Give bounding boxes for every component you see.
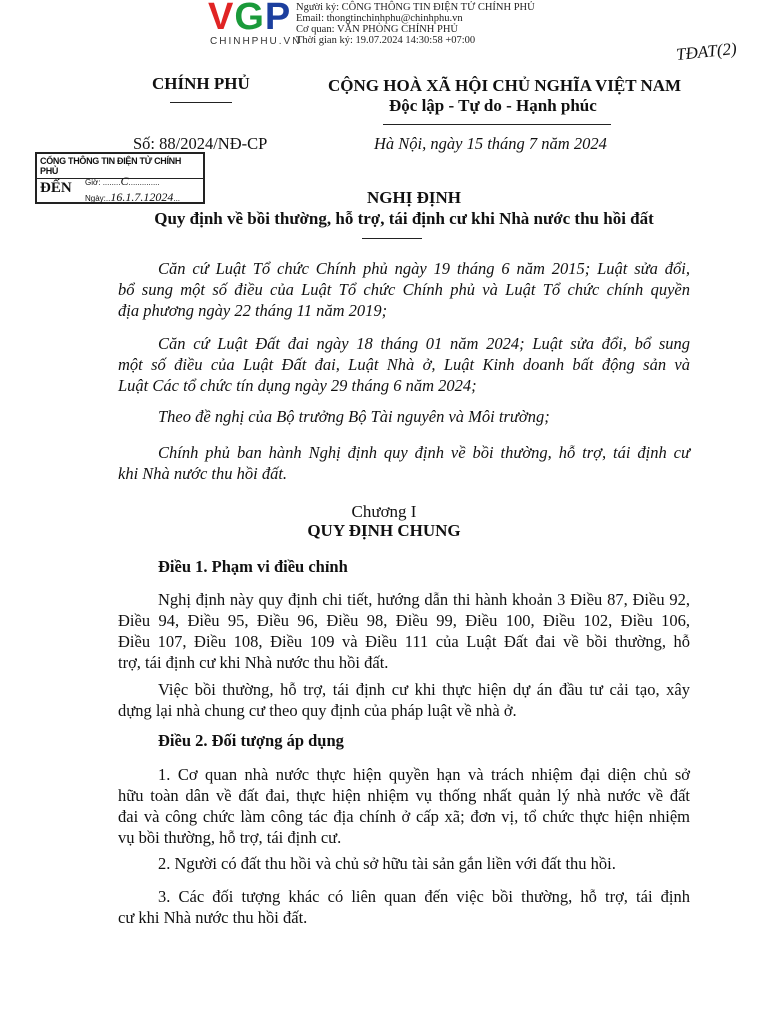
text-line: Việc bồi thường, hỗ trợ, tái định cư khi thực hiện dự án đầu tư cải tạo, xây [158,680,690,699]
text-line: Căn cứ Luật Tổ chức Chính phủ ngày 19 tháng 6 năm 2015; Luật sửa đổi, [158,259,690,278]
logo-subtitle: CHINHPHU.VN [210,36,302,47]
text-line: dựng lại nhà chung cư theo quy định của pháp luật về nhà ở. [118,701,517,720]
text-line: Luật Các tổ chức tín dụng ngày 29 tháng 6 năm 2024; [118,376,477,395]
text-line: vụ bồi thường, hỗ trợ, tái định cư. [118,828,342,847]
text-line: cư khi Nhà nước thu hồi đất. [118,908,308,927]
article-1-title: Điều 1. Phạm vi điều chỉnh [158,557,348,576]
text-line: Chính phủ ban hành Nghị định quy định về bồi thường, hỗ trợ, tái định cư [158,443,690,462]
motto: Độc lập - Tự do - Hạnh phúc [389,96,597,115]
text-line: trợ, tái định cư khi Nhà nước thu hồi đất. [118,653,389,672]
signer-agency: Cơ quan: VĂN PHÒNG CHÍNH PHỦ [296,24,458,35]
text-line: một số điều của Luật Đất đai, Luật Nhà ở, Luật Kinh doanh bất động sản và [118,355,690,374]
article-2-title: Điều 2. Đối tượng áp dụng [158,731,344,750]
text-line: Điều 107, Điều 108, Điều 109 và Điều 111 của Luật Đất đai về bồi thường, hỗ [118,632,690,651]
text-line: 3. Các đối tượng khác có liên quan đến việc bồi thường, hỗ trợ, tái định [158,887,690,906]
text-line: địa phương ngày 22 tháng 11 năm 2019; [118,301,388,320]
document-number: Số: 88/2024/NĐ-CP [133,134,268,153]
issuer: CHÍNH PHỦ [152,74,250,93]
signer-email: Email: thongtinchinhphu@chinhphu.vn [296,13,463,24]
text-line: 1. Cơ quan nhà nước thực hiện quyền hạn và trách nhiệm đại diện chủ sở [158,765,690,784]
text-line: bổ sung một số điều của Luật Tổ chức Chính phủ và Luật Tổ chức chính quyền [118,280,690,299]
document-title: Quy định về bồi thường, hỗ trợ, tái định cư khi Nhà nước thu hồi đất [154,209,654,228]
nation-title: CỘNG HOÀ XÃ HỘI CHỦ NGHĨA VIỆT NAM [328,76,682,95]
chapter-title: QUY ĐỊNH CHUNG [307,521,461,540]
chapter-number: Chương I [351,502,417,521]
text-line: Theo đề nghị của Bộ trưởng Bộ Tài nguyên và Môi trường; [158,407,550,426]
document-type: NGHỊ ĐỊNH [367,188,461,207]
text-line: khi Nhà nước thu hồi đất. [118,464,288,483]
text-line: đai và công chức làm công tác địa chính ở cấp xã; đơn vị, tổ chức thực hiện nhiệm [118,807,690,826]
text-line: Căn cứ Luật Đất đai ngày 18 tháng 01 năm 2024; Luật sửa đổi, bổ sung [158,334,690,353]
signer: Người ký: CÔNG THÔNG TIN ĐIỆN TỬ CHÍNH PHỦ [296,2,535,13]
digital-signature [296,2,535,46]
received-stamp: CỔNG THÔNG TIN ĐIỆN TỬ CHÍNH PHỦ ĐẾN Giờ: ........C.............. Ngày:..16.1.7.12024... [35,152,205,204]
vgp-logo: VGP [208,0,292,38]
text-line: hữu toàn dân về đất đai, thực hiện nhiệm vụ thống nhất quản lý nhà nước về đất [118,786,690,805]
text-line: Điều 94, Điều 95, Điều 96, Điều 98, Điều 99, Điều 100, Điều 102, Điều 106, [118,611,690,630]
place-date: Hà Nội, ngày 15 tháng 7 năm 2024 [374,134,607,153]
sign-time: Thời gian ký: 19.07.2024 14:30:58 +07:00 [296,35,476,46]
text-line: 2. Người có đất thu hồi và chủ sở hữu tài sản gắn liền với đất thu hồi. [158,854,616,873]
text-line: Nghị định này quy định chi tiết, hướng dẫn thi hành khoản 3 Điều 87, Điều 92, [158,590,690,609]
handwritten-note: TĐAT(2) [675,38,738,65]
